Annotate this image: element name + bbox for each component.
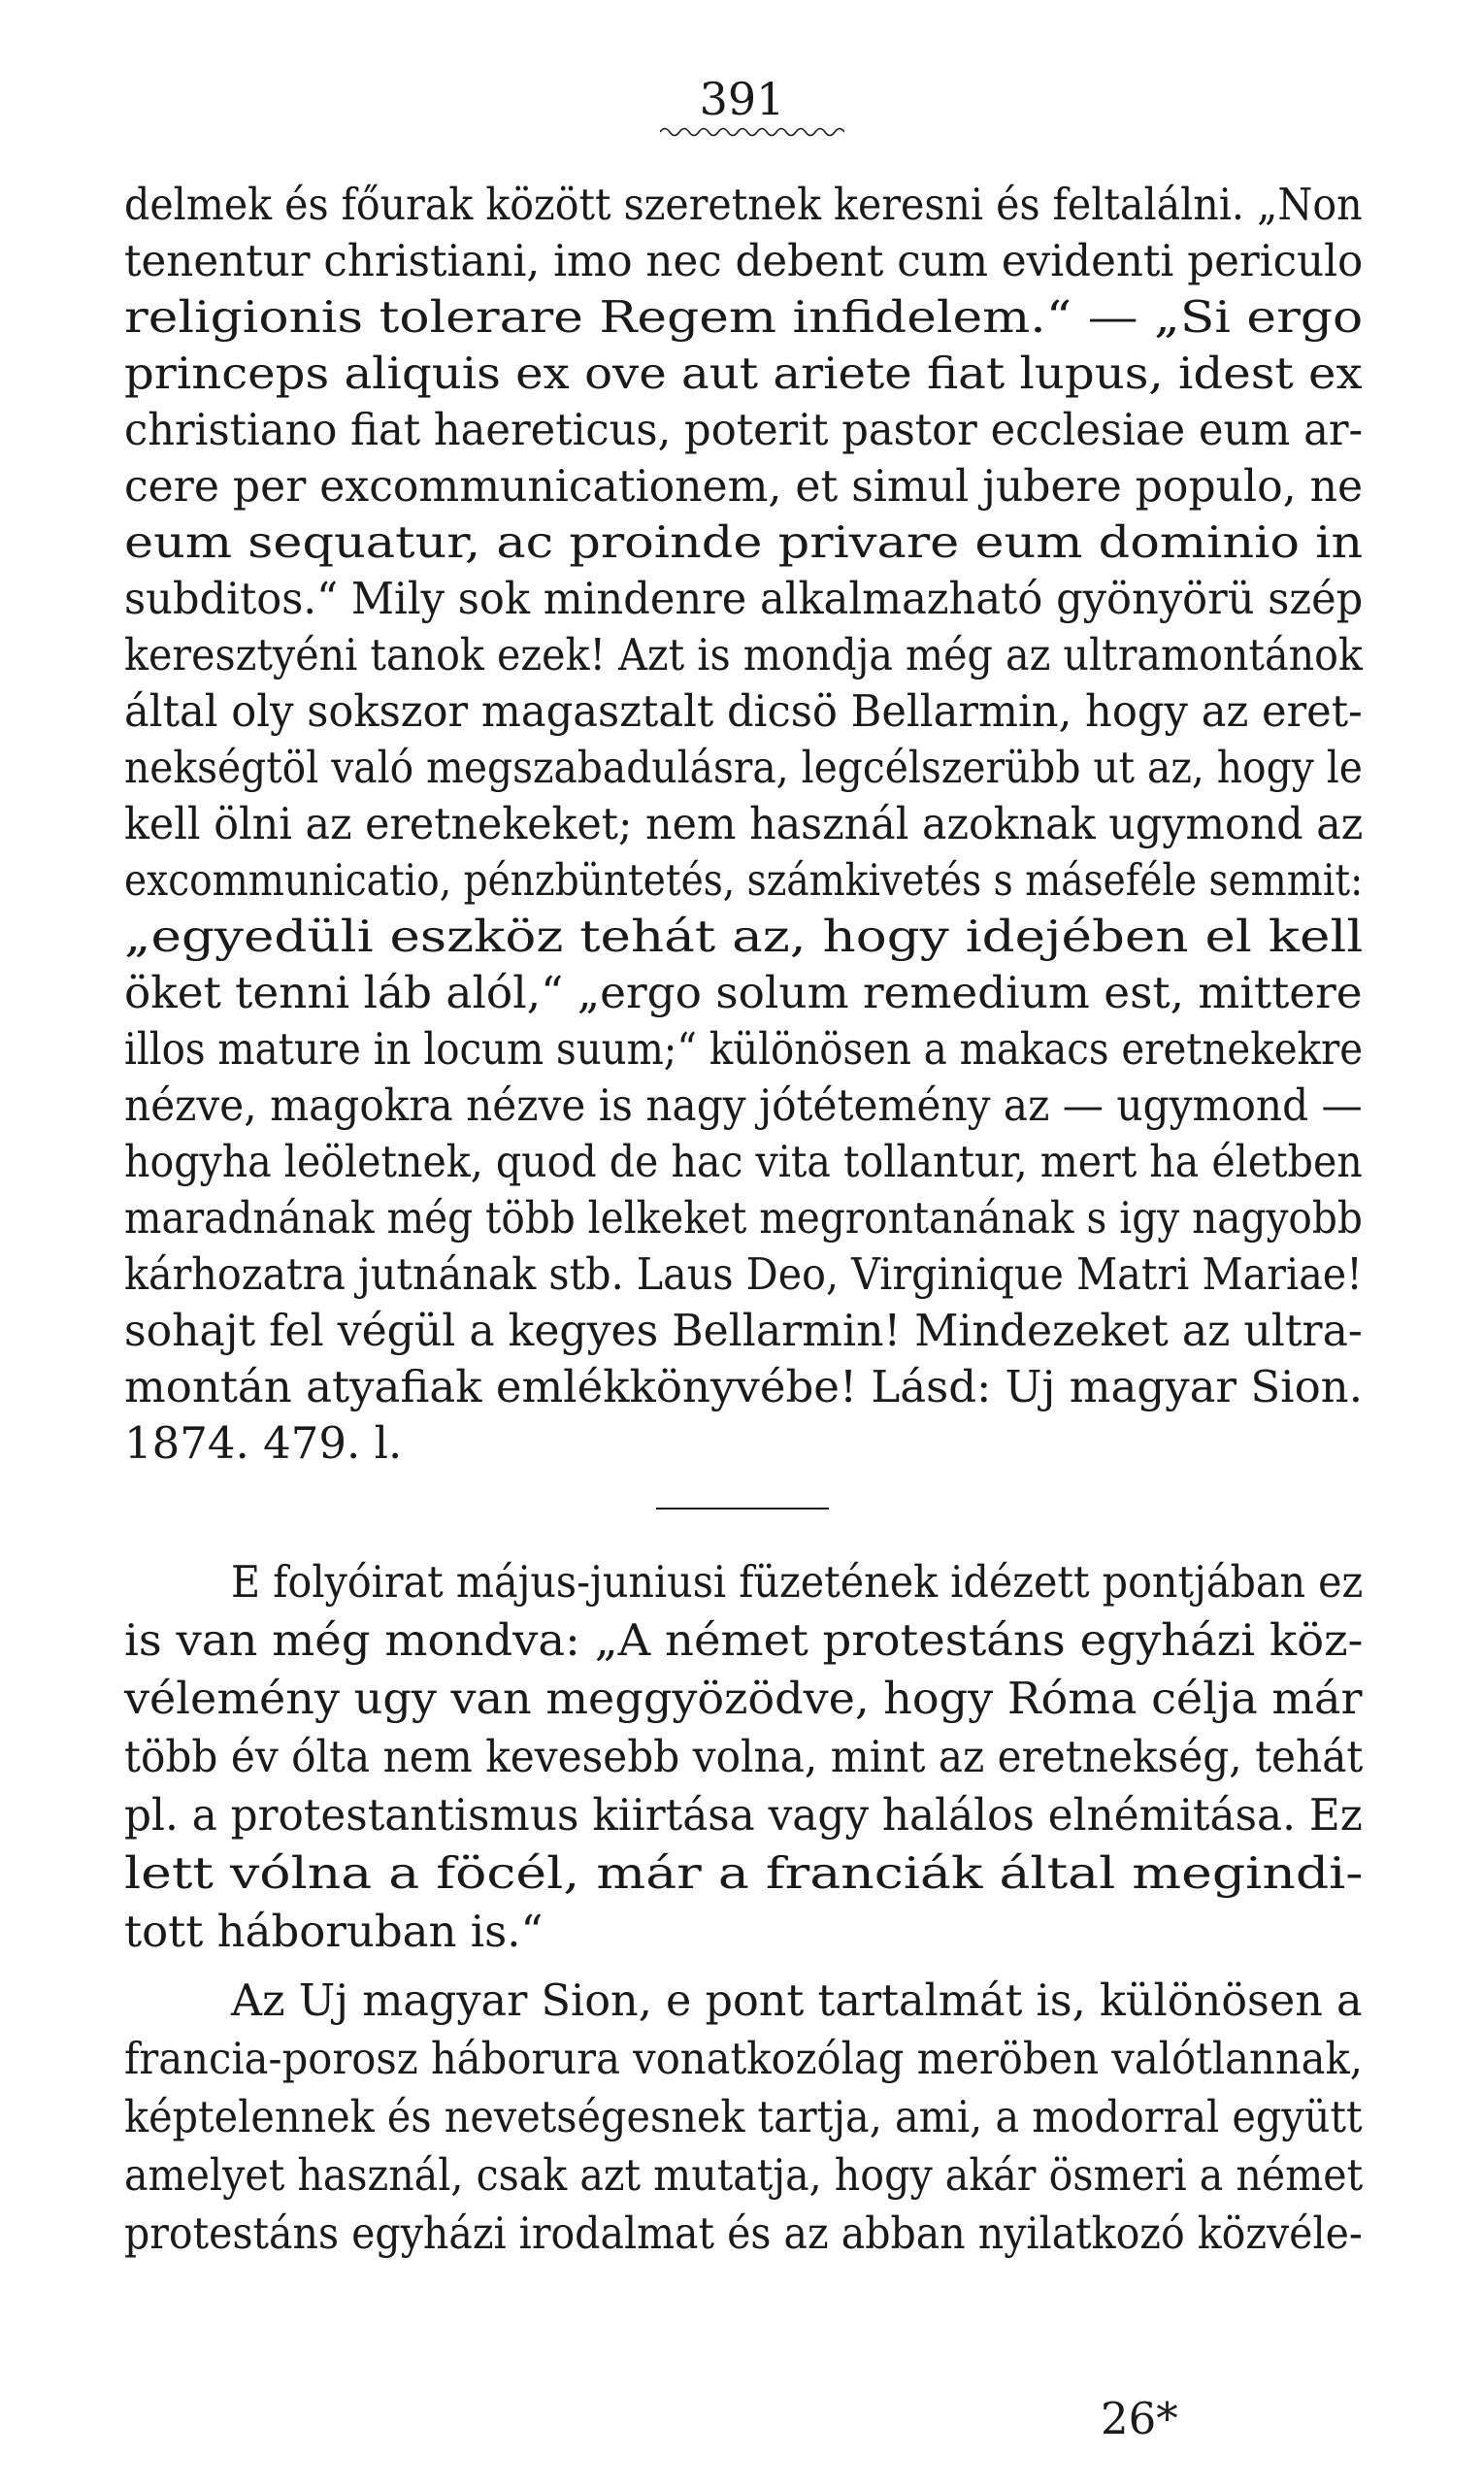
text-line: „egyedüli eszköz tehát az, hogy idejében el kell bbox=[124, 911, 1364, 962]
text-line: eum sequatur, ac proinde privare eum dominio in bbox=[124, 516, 1364, 568]
header-ornament bbox=[660, 124, 844, 140]
text-line: kárhozatra jutnának stb. Laus Deo, Virginique Matri Mariae! bbox=[124, 1248, 1363, 1300]
text-line: öket tenni láb alól,“ „ergo solum remedium est, mittere bbox=[124, 967, 1363, 1018]
text-line: francia-porosz háborura vonatkozólag meröben valótlannak, bbox=[124, 2033, 1364, 2084]
text-line: kell ölni az eretnekeket; nem használ azoknak ugymond az bbox=[124, 798, 1364, 849]
text-line: keresztyéni tanok ezek! Azt is mondja még az ultramontánok bbox=[124, 629, 1363, 680]
text-line: cere per excommunicationem, et simul jubere populo, ne bbox=[124, 460, 1364, 512]
signature-mark: 26* bbox=[1101, 2393, 1178, 2444]
text-line: E folyóirat május-juniusi füzetének idézett pontjában ez bbox=[231, 1556, 1364, 1608]
text-line: tott háboruban is.“ bbox=[124, 1906, 544, 1957]
text-line: hogyha leöletnek, quod de hac vita tollantur, mert ha életben bbox=[124, 1136, 1363, 1187]
text-line: nézve, magokra nézve is nagy jótétemény az — ugymond — bbox=[124, 1079, 1363, 1131]
text-line: Az Uj magyar Sion, e pont tartalmát is, különösen a bbox=[231, 1975, 1363, 2026]
text-line: lett vólna a föcél, már a franciák által megindi- bbox=[124, 1847, 1364, 1899]
text-line: subditos.“ Mily sok mindenre alkalmazható gyönyörü szép bbox=[124, 573, 1364, 624]
text-line: által oly sokszor magasztalt dicsö Bellarmin, hogy az eret- bbox=[124, 685, 1363, 737]
text-line: religionis tolerare Regem infidelem.“ — „Si ergo bbox=[124, 291, 1364, 343]
text-line: sohajt fel végül a kegyes Bellarmin! Mindezeket az ultra- bbox=[124, 1305, 1363, 1356]
text-line: képtelennek és nevetségesnek tartja, ami, a modorral együtt bbox=[124, 2091, 1363, 2142]
text-line: amelyet használ, csak azt mutatja, hogy akár ösmeri a német bbox=[124, 2149, 1364, 2201]
text-line: több év ólta nem kevesebb volna, mint az eretnekség, tehát bbox=[124, 1731, 1364, 1782]
text-line: montán atyafiak emlékkönyvébe! Lásd: Uj magyar Sion. bbox=[124, 1361, 1364, 1412]
text-line: tenentur christiani, imo nec debent cum evidenti periculo bbox=[124, 235, 1364, 286]
section-divider bbox=[656, 1508, 829, 1510]
text-line: 1874. 479. l. bbox=[124, 1417, 403, 1469]
text-line: maradnának még több lelkeket megrontanának s igy nagyobb bbox=[124, 1192, 1363, 1244]
text-line: nekségtöl való megszabadulásra, legcélszerübb ut az, hogy le bbox=[124, 742, 1363, 793]
text-line: vélemény ugy van meggyözödve, hogy Róma célja már bbox=[124, 1673, 1363, 1724]
text-line: illos mature in locum suum;“ különösen a makacs eretnekekre bbox=[124, 1023, 1364, 1075]
text-line: christiano fiat haereticus, poterit pastor ecclesiae eum ar- bbox=[124, 404, 1364, 455]
text-line: delmek és főurak között szeretnek keresni és feltalálni. „Non bbox=[124, 179, 1363, 230]
text-line: is van még mondva: „A német protestáns egyházi köz- bbox=[124, 1614, 1364, 1666]
text-line: protestáns egyházi irodalmat és az abban nyilatkozó közvéle- bbox=[124, 2207, 1363, 2259]
text-line: excommunicatio, pénzbüntetés, számkivetés s máseféle semmit: bbox=[124, 854, 1364, 906]
text-line: princeps aliquis ex ove aut ariete fiat lupus, idest ex bbox=[124, 348, 1363, 399]
page-number: 391 bbox=[699, 73, 785, 125]
text-line: pl. a protestantismus kiirtása vagy halálos elnémitása. Ez bbox=[124, 1789, 1363, 1841]
